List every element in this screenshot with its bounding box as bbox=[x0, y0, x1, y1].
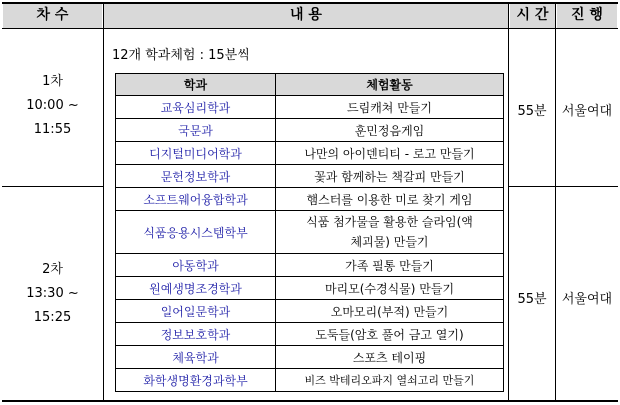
activity-cell: 오마모리(부적) 만들기 bbox=[276, 300, 504, 323]
dept-cell: 국문과 bbox=[116, 119, 276, 142]
session-2-end: 15:25 bbox=[33, 310, 72, 325]
session-2-times bbox=[3, 258, 102, 330]
dept-cell: 식품응용시스템학부 bbox=[116, 211, 276, 254]
activity-cell: 햄스터를 이용한 미로 찾기 게임 bbox=[276, 188, 504, 211]
table-bottom-border bbox=[2, 400, 618, 402]
dept-cell: 원예생명조경학과 bbox=[116, 277, 276, 300]
dept-cell: 정보보호학과 bbox=[116, 323, 276, 346]
activity-table-header bbox=[116, 74, 504, 96]
table-row bbox=[116, 142, 504, 165]
activity-cell: 나만의 아이덴티티 - 로고 만들기 bbox=[276, 142, 504, 165]
activity-cell: 가족 필통 만들기 bbox=[276, 254, 504, 277]
session-divider-left bbox=[2, 186, 104, 187]
activity-cell: 훈민정음게임 bbox=[276, 119, 504, 142]
activity-cell: 마리모(수경식물) 만들기 bbox=[276, 277, 504, 300]
table-row bbox=[116, 165, 504, 188]
table-row bbox=[116, 323, 504, 346]
dept-cell: 일어일문학과 bbox=[116, 300, 276, 323]
activity-cell: 비즈 박테리오파지 열쇠고리 만들기 bbox=[276, 369, 504, 392]
dept-cell: 디지털미디어학과 bbox=[116, 142, 276, 165]
col-divider-2 bbox=[508, 2, 509, 402]
table-row bbox=[116, 188, 504, 211]
table-row bbox=[116, 211, 504, 254]
session-1-label: 1차 bbox=[42, 74, 63, 89]
table-row bbox=[116, 346, 504, 369]
session-2-progress: 서울여대 bbox=[561, 292, 613, 307]
dept-cell: 문헌정보학과 bbox=[116, 165, 276, 188]
session-2-label: 2차 bbox=[42, 262, 63, 277]
session-2-start: 13:30 ~ bbox=[26, 286, 79, 301]
table-row bbox=[116, 96, 504, 119]
activity-table bbox=[115, 73, 504, 392]
table-row bbox=[116, 254, 504, 277]
dept-cell: 화학생명환경과학부 bbox=[116, 369, 276, 392]
activity-cell: 스포츠 테이핑 bbox=[276, 346, 504, 369]
table-top-border bbox=[2, 2, 618, 4]
session-2-duration: 55분 bbox=[517, 292, 547, 307]
header-session: 차 수 bbox=[36, 7, 69, 23]
table-row bbox=[116, 300, 504, 323]
session-1-progress: 서울여대 bbox=[561, 104, 613, 119]
col-header-activity: 체험활동 bbox=[276, 74, 504, 96]
col-divider-1 bbox=[103, 2, 104, 402]
table-row bbox=[116, 119, 504, 142]
activity-cell: 꽃과 함께하는 책갈피 만들기 bbox=[276, 165, 504, 188]
table-row bbox=[116, 277, 504, 300]
dept-cell: 아동학과 bbox=[116, 254, 276, 277]
session-divider-right bbox=[508, 186, 618, 187]
activity-cell: 드림캐쳐 만들기 bbox=[276, 96, 504, 119]
header-progress: 진 행 bbox=[571, 7, 603, 23]
activity-cell: 도둑들(암호 풀어 금고 열기) bbox=[276, 323, 504, 346]
dept-cell: 체육학과 bbox=[116, 346, 276, 369]
activity-cell: 식품 첨가물을 활용한 슬라임(액체괴물) 만들기 bbox=[276, 211, 504, 254]
header-content: 내 용 bbox=[290, 7, 322, 23]
session-1-end: 11:55 bbox=[33, 122, 72, 137]
col-header-dept: 학과 bbox=[116, 74, 276, 96]
session-1-duration: 55분 bbox=[517, 104, 547, 119]
header-time: 시 간 bbox=[516, 7, 549, 23]
session-1-start: 10:00 ~ bbox=[26, 98, 79, 113]
col-divider-3 bbox=[555, 2, 556, 402]
dept-cell: 교육심리학과 bbox=[116, 96, 276, 119]
header-bottom-border bbox=[2, 28, 618, 29]
dept-cell: 소프트웨어융합학과 bbox=[116, 188, 276, 211]
table-row bbox=[116, 369, 504, 392]
content-caption: 12개 학과체험 : 15분씩 bbox=[112, 48, 250, 63]
session-1-times bbox=[3, 70, 102, 142]
